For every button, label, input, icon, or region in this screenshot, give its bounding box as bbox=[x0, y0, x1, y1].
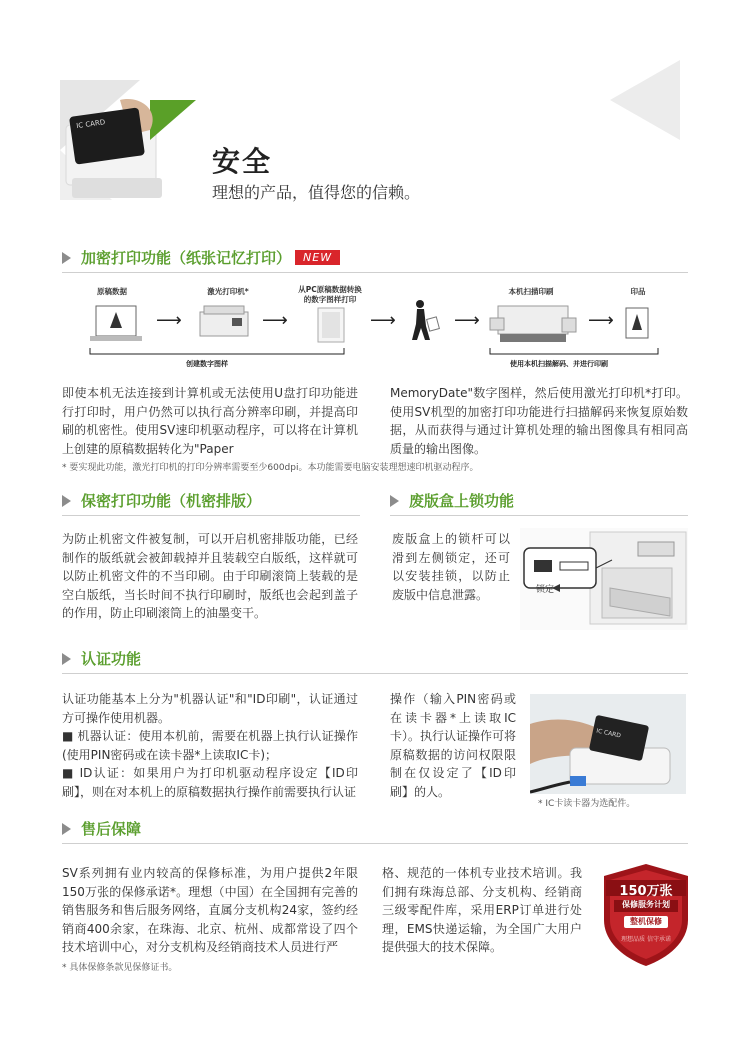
card-reader-card-label: IC CARD bbox=[595, 727, 622, 740]
encrypted-print-text-right: MemoryDate"数字图样，然后使用激光打印机*打印。使用SV机型的加密打印功能进行扫描解码来恢复原始数据，从而获得与通过计算机处理的输出图像具有相同高质量的输出图像。 bbox=[390, 386, 688, 456]
badge-main: 150万张 bbox=[619, 884, 673, 899]
arrow-right-icon: ⟶ bbox=[370, 310, 396, 331]
auth-text-right: 操作（输入PIN密码或在读卡器*上读取IC卡）。执行认证操作可将原稿数据的访问权限限制在仅设定了【ID印刷】的人。 bbox=[390, 692, 517, 799]
section-title: 售后保障 bbox=[81, 820, 142, 838]
triangle-bullet-icon bbox=[62, 823, 71, 835]
flow-step-pattern-print-1: 从PC原稿数据转换 bbox=[298, 285, 362, 294]
section-heading-confidential bbox=[62, 490, 261, 511]
flow-step-output: 印品 bbox=[630, 287, 646, 296]
triangle-bullet-icon bbox=[62, 252, 71, 264]
lock-illustration bbox=[520, 528, 688, 630]
encrypted-print-footnote: * 要实现此功能，激光打印机的打印分辨率需要至少600dpi。本功能需要电脑安装理想速印机驱动程序。 bbox=[62, 463, 479, 473]
section-divider bbox=[62, 515, 360, 516]
section-heading-auth bbox=[62, 648, 141, 669]
section-title: 加密打印功能（纸张记忆打印） bbox=[81, 249, 292, 267]
section-heading-service bbox=[62, 818, 141, 839]
service-text-left: SV系列拥有业内较高的保修标准，为用户提供2年限150万张的保修承诺*。理想（中国）在全国拥有完善的销售服务和售后服务网络，直属分支机构24家，签约经销商400余家，在珠海、北京、杭州、成都常设了四个技术培训中心，对分支机构及经销商技术人员进行严 bbox=[62, 866, 358, 954]
section-title: 废版盒上锁功能 bbox=[409, 492, 515, 510]
lock-label: 锁定 bbox=[536, 585, 555, 595]
section-heading-lock bbox=[390, 490, 514, 511]
auth-text-left: 认证功能基本上分为"机器认证"和"ID印刷"，认证通过方可操作使用机器。 ■ 机器认证：使用本机前，需要在机器上执行认证操作(使用PIN密码或在读卡器*上读取IC卡)； ■ ID认证：如果用户为打印机驱动程序设定【ID印刷】，则在对本机上的原稿数据执行操作前需要执行认证 bbox=[62, 692, 358, 799]
flow-step-source-data: 原稿数据 bbox=[97, 287, 127, 296]
triangle-bullet-icon bbox=[390, 495, 399, 507]
ic-card-label: IC CARD bbox=[75, 118, 106, 131]
section-divider bbox=[390, 515, 688, 516]
bar-label-scan-decode: 使用本机扫描解码、并进行印刷 bbox=[510, 360, 608, 368]
triangle-bullet-icon bbox=[62, 495, 71, 507]
page-subtitle: 理想的产品，值得您的信赖。 bbox=[212, 183, 421, 202]
flow-step-scan-print: 本机扫描印刷 bbox=[508, 287, 554, 296]
service-text-right: 格、规范的一体机专业技术培训。我们拥有珠海总部、分支机构、经销商三级零配件库，采用ERP订单进行处理，EMS快递运输，为全国广大用户提供强大的技术保障。 bbox=[382, 866, 582, 954]
section-heading-encrypted-print bbox=[62, 247, 340, 268]
auth-footnote: * IC卡读卡器为选配件。 bbox=[538, 799, 636, 809]
triangle-bullet-icon bbox=[62, 653, 71, 665]
section-title: 认证功能 bbox=[81, 650, 142, 668]
badge-small: 整机保修 bbox=[630, 917, 662, 926]
badge-sub: 保修服务计划 bbox=[622, 900, 670, 909]
arrow-right-icon: ⟶ bbox=[588, 310, 614, 331]
page-title: 安全 bbox=[212, 145, 273, 178]
confidential-text: 为防止机密文件被复制，可以开启机密排版功能，已经制作的版纸就会被卸载掉并且装载空白版纸，这样就可以防止机密文件的不当印刷。由于印刷滚筒上装载的是空白版纸，当长时间不执行印刷时，版纸也会起到盖子的作用，防止印刷滚筒上的油墨变干。 bbox=[62, 532, 358, 620]
section-divider bbox=[62, 272, 688, 273]
bar-label-create-pattern: 创建数字图样 bbox=[186, 360, 228, 368]
section-title: 保密打印功能（机密排版） bbox=[81, 492, 262, 510]
encrypted-print-text-left: 即使本机无法连接到计算机或无法使用U盘打印功能进行打印时，用户仍然可以执行高分辨率印刷，并提高印刷的机密性。使用SV速印机驱动程序，可以将在计算机上创建的原稿数据转化为"Paper bbox=[62, 386, 358, 456]
ic-card bbox=[69, 107, 145, 164]
section-divider bbox=[62, 673, 688, 674]
encrypted-print-flow-diagram bbox=[62, 284, 682, 374]
service-footnote: * 具体保修条款见保修证书。 bbox=[62, 963, 178, 973]
card-reader-photo bbox=[530, 694, 686, 794]
flow-step-laser-printer: 激光打印机* bbox=[207, 287, 249, 296]
arrow-right-icon: ⟶ bbox=[262, 310, 288, 331]
arrow-right-icon: ⟶ bbox=[156, 310, 182, 331]
arrow-right-icon: ⟶ bbox=[454, 310, 480, 331]
badge-arc-text: 理想品质 信守承诺 bbox=[621, 936, 671, 943]
new-badge: NEW bbox=[295, 250, 340, 265]
warranty-badge-icon bbox=[600, 862, 692, 968]
lock-text: 废版盒上的锁杆可以滑到左侧锁定，还可以安装挂锁，以防止废版中信息泄露。 bbox=[392, 532, 510, 602]
section-divider bbox=[62, 843, 688, 844]
flow-step-pattern-print-2: 的数字图样打印 bbox=[303, 295, 357, 304]
